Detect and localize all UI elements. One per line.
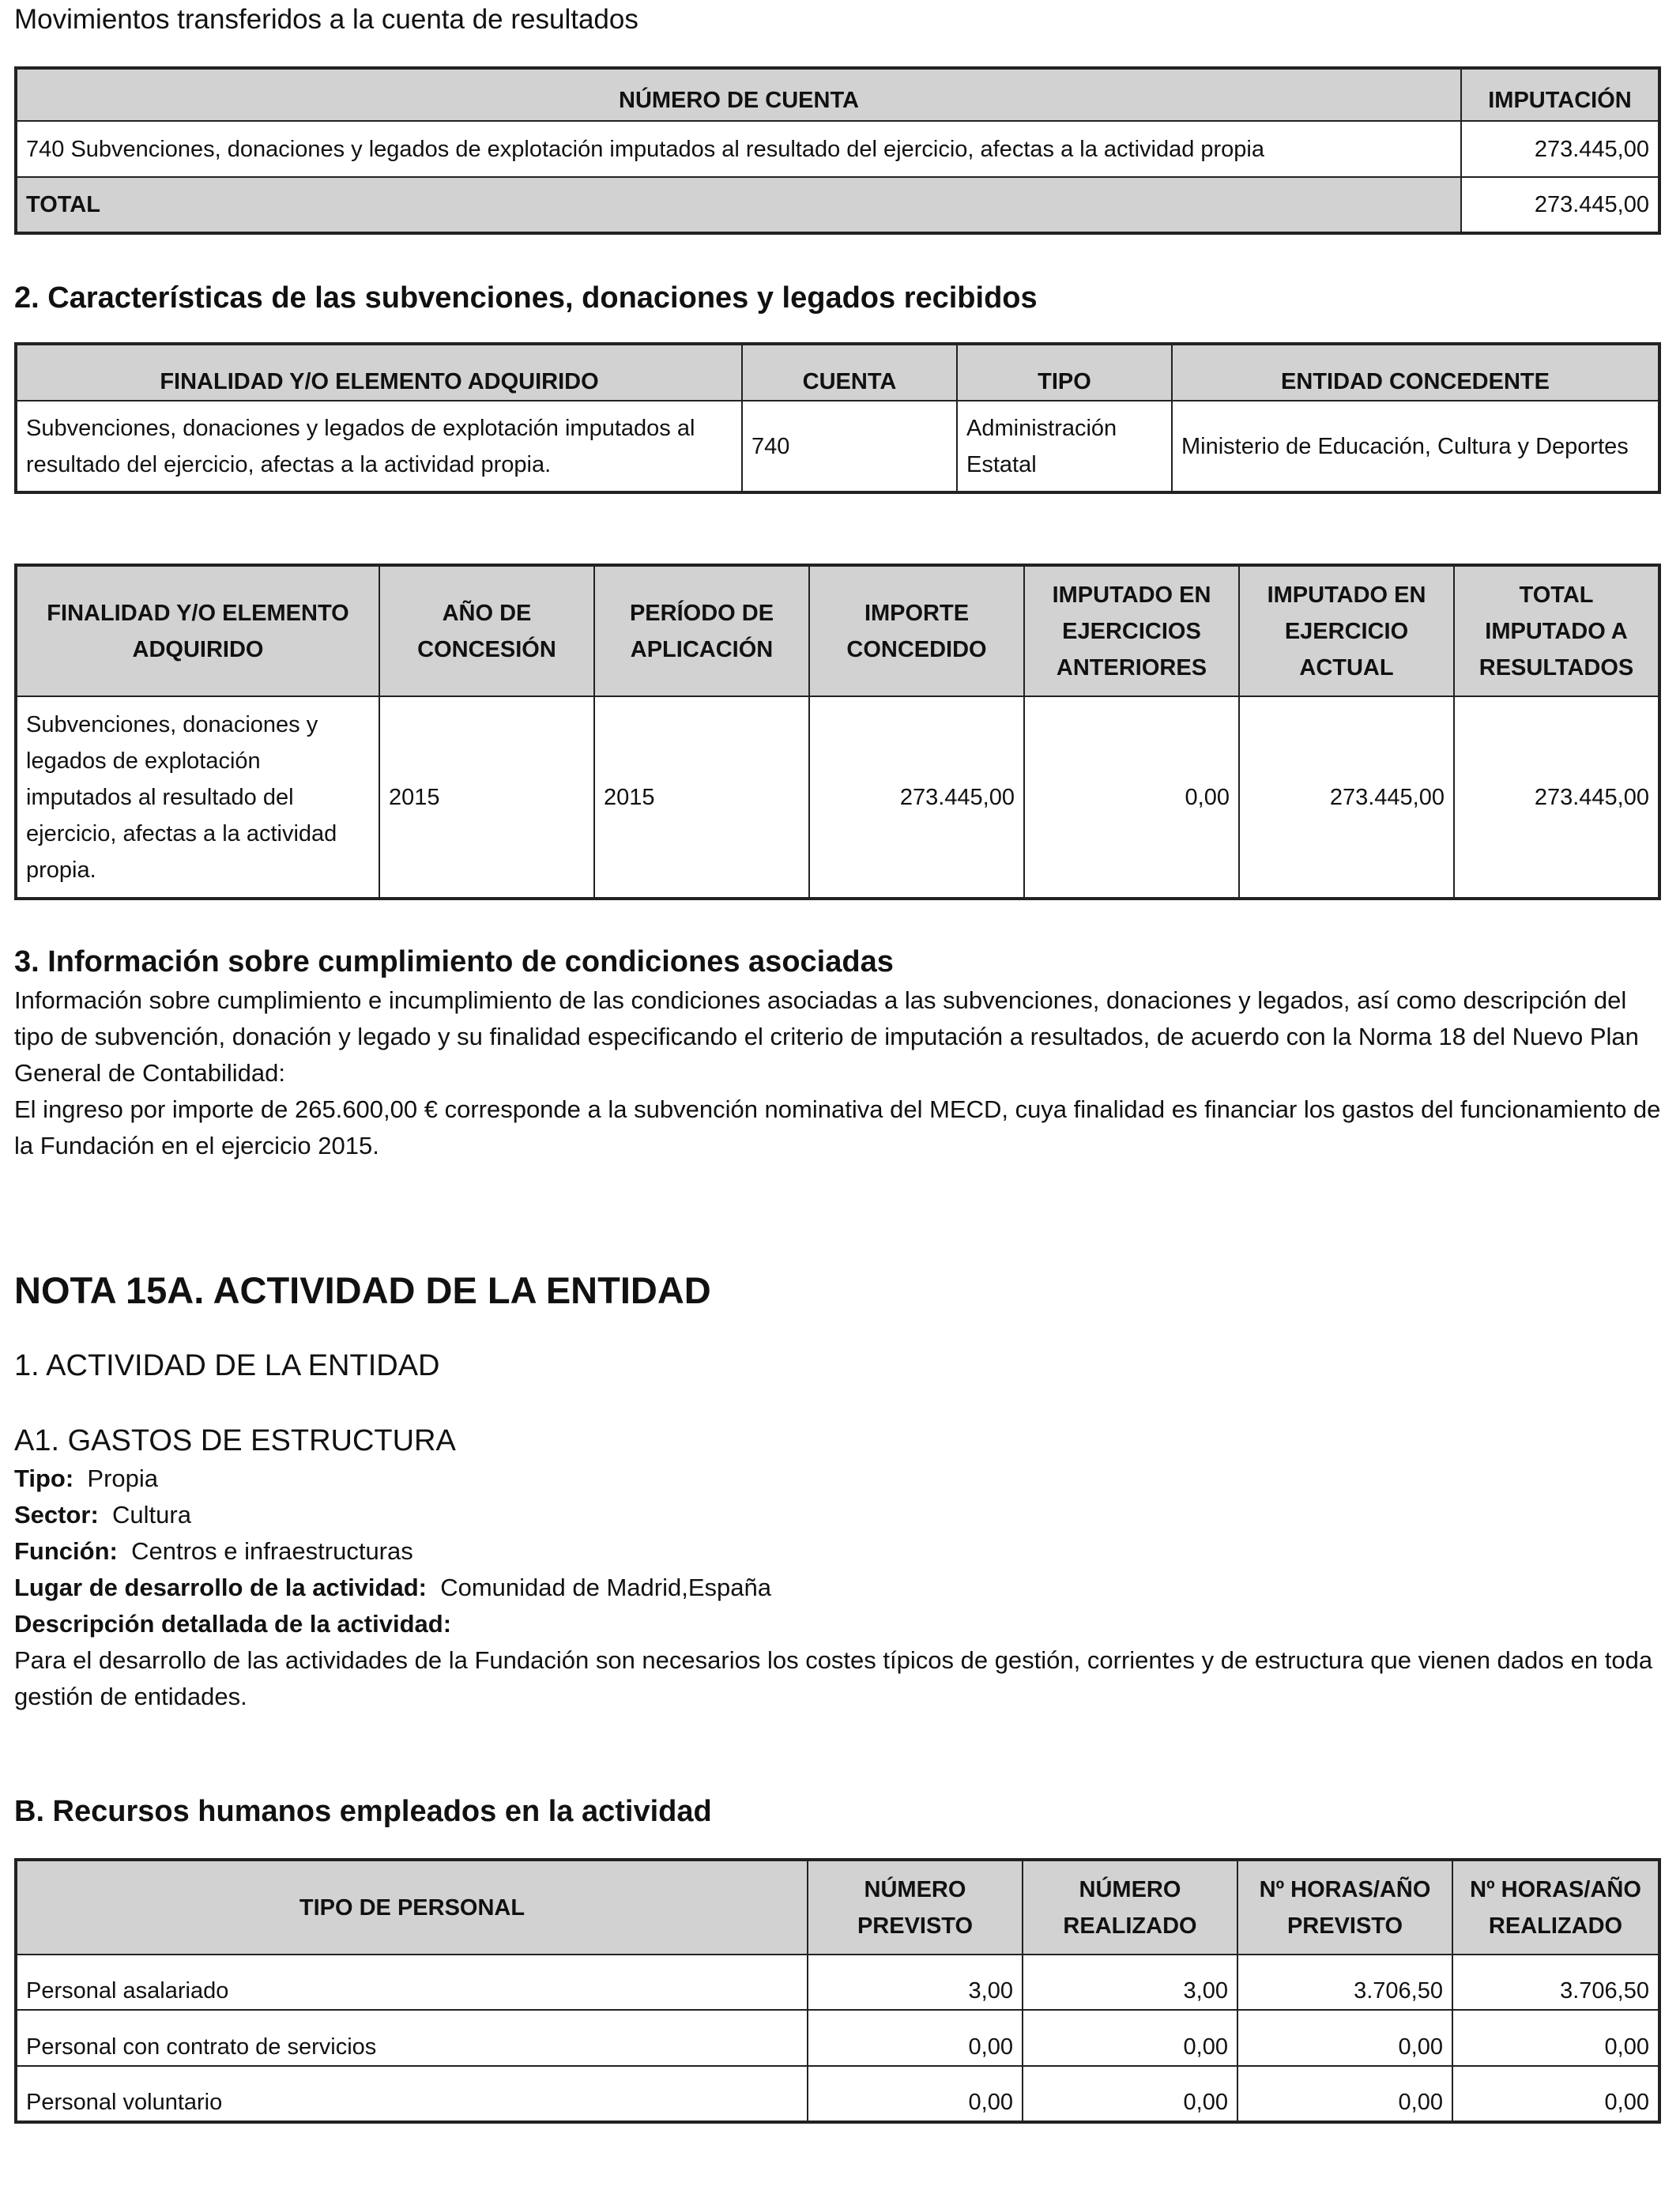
hr-table-wrap bbox=[14, 1858, 1661, 2124]
col-header: AÑO DE CONCESIÓN bbox=[379, 565, 594, 696]
table-row bbox=[16, 696, 1659, 899]
col-header: TIPO bbox=[957, 344, 1172, 401]
table-cell: 0,00 bbox=[1452, 2010, 1659, 2066]
total-row bbox=[16, 177, 1659, 233]
col-header: TIPO DE PERSONAL bbox=[16, 1860, 808, 1955]
col-header: FINALIDAD Y/O ELEMENTO ADQUIRIDO bbox=[16, 344, 742, 401]
table-header-row bbox=[16, 68, 1659, 121]
detail-value: Centros e infraestructuras bbox=[131, 1537, 413, 1565]
col-header: TOTAL IMPUTADO A RESULTADOS bbox=[1454, 565, 1659, 696]
table-cell: 0,00 bbox=[1237, 2010, 1452, 2066]
detail-value: Cultura bbox=[112, 1501, 191, 1529]
table-cell: 0,00 bbox=[808, 2010, 1023, 2066]
table-header-row bbox=[16, 344, 1659, 401]
table-cell: 3.706,50 bbox=[1237, 1955, 1452, 2010]
section3-title: 3. Información sobre cumplimiento de condiciones asociadas bbox=[14, 945, 894, 978]
section3-paragraph: El ingreso por importe de 265.600,00 € corresponde a la subvención nominativa del MECD, cuya finalidad es financiar los gastos del funcionamiento de la Fundación en el ejercicio 2015. bbox=[14, 1095, 1661, 1159]
table-cell: Subvenciones, donaciones y legados de explotación imputados al resultado del ejercicio, afectas a la actividad propia. bbox=[16, 696, 379, 899]
col-header: FINALIDAD Y/O ELEMENTO ADQUIRIDO bbox=[16, 565, 379, 696]
table-cell: 3.706,50 bbox=[1452, 1955, 1659, 2010]
detail-value: Propia bbox=[87, 1465, 159, 1492]
table-cell: Subvenciones, donaciones y legados de explotación imputados al resultado del ejercicio, afectas a la actividad propia. bbox=[16, 401, 742, 492]
col-header: IMPORTE CONCEDIDO bbox=[809, 565, 1024, 696]
total-label: TOTAL bbox=[16, 177, 1461, 233]
transfer-table bbox=[14, 66, 1661, 235]
sectionB-title: B. Recursos humanos empleados en la actividad bbox=[14, 1795, 712, 1828]
imputation-table bbox=[14, 564, 1661, 900]
table-cell: Ministerio de Educación, Cultura y Deportes bbox=[1172, 401, 1659, 492]
col-header: CUENTA bbox=[742, 344, 957, 401]
nota-title: NOTA 15A. ACTIVIDAD DE LA ENTIDAD bbox=[14, 1269, 711, 1311]
col-header: ENTIDAD CONCEDENTE bbox=[1172, 344, 1659, 401]
table-cell: 0,00 bbox=[1237, 2066, 1452, 2122]
transfer-table-wrap bbox=[14, 66, 1661, 235]
table-cell: 273.445,00 bbox=[1239, 696, 1454, 899]
activity-title: 1. ACTIVIDAD DE LA ENTIDAD bbox=[14, 1349, 440, 1382]
table-cell: 2015 bbox=[594, 696, 809, 899]
col-header: NÚMERO DE CUENTA bbox=[16, 68, 1461, 121]
detail-label: Sector: bbox=[14, 1501, 99, 1529]
col-header: IMPUTACIÓN bbox=[1461, 68, 1659, 121]
table-row bbox=[16, 2066, 1659, 2122]
col-header: IMPUTADO EN EJERCICIO ACTUAL bbox=[1239, 565, 1454, 696]
detail-lugar bbox=[14, 1570, 1661, 1606]
detail-descripcion bbox=[14, 1606, 1661, 1642]
table-cell: 273.445,00 bbox=[809, 696, 1024, 899]
table-header-row bbox=[16, 1860, 1659, 1955]
table-cell: Personal voluntario bbox=[16, 2066, 808, 2122]
col-header: Nº HORAS/AÑO PREVISTO bbox=[1237, 1860, 1452, 1955]
grants-table bbox=[14, 342, 1661, 494]
section2-title: 2. Características de las subvenciones, donaciones y legados recibidos bbox=[14, 281, 1038, 315]
col-header: PERÍODO DE APLICACIÓN bbox=[594, 565, 809, 696]
total-value: 273.445,00 bbox=[1461, 177, 1659, 233]
table-cell: 0,00 bbox=[1023, 2010, 1237, 2066]
table-cell: 0,00 bbox=[1024, 696, 1239, 899]
table-row bbox=[16, 2010, 1659, 2066]
section3-paragraph: Información sobre cumplimiento e incumplimiento de las condiciones asociadas a las subvenciones, donaciones y legados, así como descripción del tipo de subvención, donación y legado y su finalidad especificando el criterio de imputación a resultados, de acuerdo con la Norma 18 del Nuevo Plan General de Contabilidad: bbox=[14, 986, 1639, 1087]
table-cell: 740 bbox=[742, 401, 957, 492]
top-heading: Movimientos transferidos a la cuenta de resultados bbox=[14, 4, 638, 35]
col-header: NÚMERO REALIZADO bbox=[1023, 1860, 1237, 1955]
detail-value: Comunidad de Madrid,España bbox=[440, 1574, 771, 1601]
detail-tipo bbox=[14, 1461, 1661, 1497]
table-cell: 273.445,00 bbox=[1461, 121, 1659, 177]
table-row bbox=[16, 1955, 1659, 2010]
table-row bbox=[16, 121, 1659, 177]
table-cell: 0,00 bbox=[808, 2066, 1023, 2122]
grants-table-wrap bbox=[14, 342, 1661, 494]
table-cell: 0,00 bbox=[1452, 2066, 1659, 2122]
col-header: Nº HORAS/AÑO REALIZADO bbox=[1452, 1860, 1659, 1955]
table-cell: 3,00 bbox=[1023, 1955, 1237, 2010]
table-cell: 273.445,00 bbox=[1454, 696, 1659, 899]
detail-label: Tipo: bbox=[14, 1465, 74, 1492]
detail-label: Descripción detallada de la actividad: bbox=[14, 1610, 452, 1638]
table-cell: 740 Subvenciones, donaciones y legados de explotación imputados al resultado del ejercicio, afectas a la actividad propia bbox=[16, 121, 1461, 177]
detail-label: Función: bbox=[14, 1537, 118, 1565]
table-cell: 3,00 bbox=[808, 1955, 1023, 2010]
table-cell: 2015 bbox=[379, 696, 594, 899]
detail-sector bbox=[14, 1497, 1661, 1533]
activity-details bbox=[14, 1461, 1661, 1715]
human-resources-table bbox=[14, 1858, 1661, 2124]
table-cell: Personal asalariado bbox=[16, 1955, 808, 2010]
description-text: Para el desarrollo de las actividades de la Fundación son necesarios los costes típicos de gestión, corrientes y de estructura que vienen dados en toda gestión de entidades. bbox=[14, 1646, 1653, 1710]
col-header: IMPUTADO EN EJERCICIOS ANTERIORES bbox=[1024, 565, 1239, 696]
table-cell: Personal con contrato de servicios bbox=[16, 2010, 808, 2066]
a1-title: A1. GASTOS DE ESTRUCTURA bbox=[14, 1424, 456, 1457]
table-header-row bbox=[16, 565, 1659, 696]
detail-label: Lugar de desarrollo de la actividad: bbox=[14, 1574, 427, 1601]
table-cell: Administración Estatal bbox=[957, 401, 1172, 492]
detail-funcion bbox=[14, 1533, 1661, 1570]
table-cell: 0,00 bbox=[1023, 2066, 1237, 2122]
table-row bbox=[16, 401, 1659, 492]
col-header: NÚMERO PREVISTO bbox=[808, 1860, 1023, 1955]
imputation-table-wrap bbox=[14, 564, 1661, 900]
